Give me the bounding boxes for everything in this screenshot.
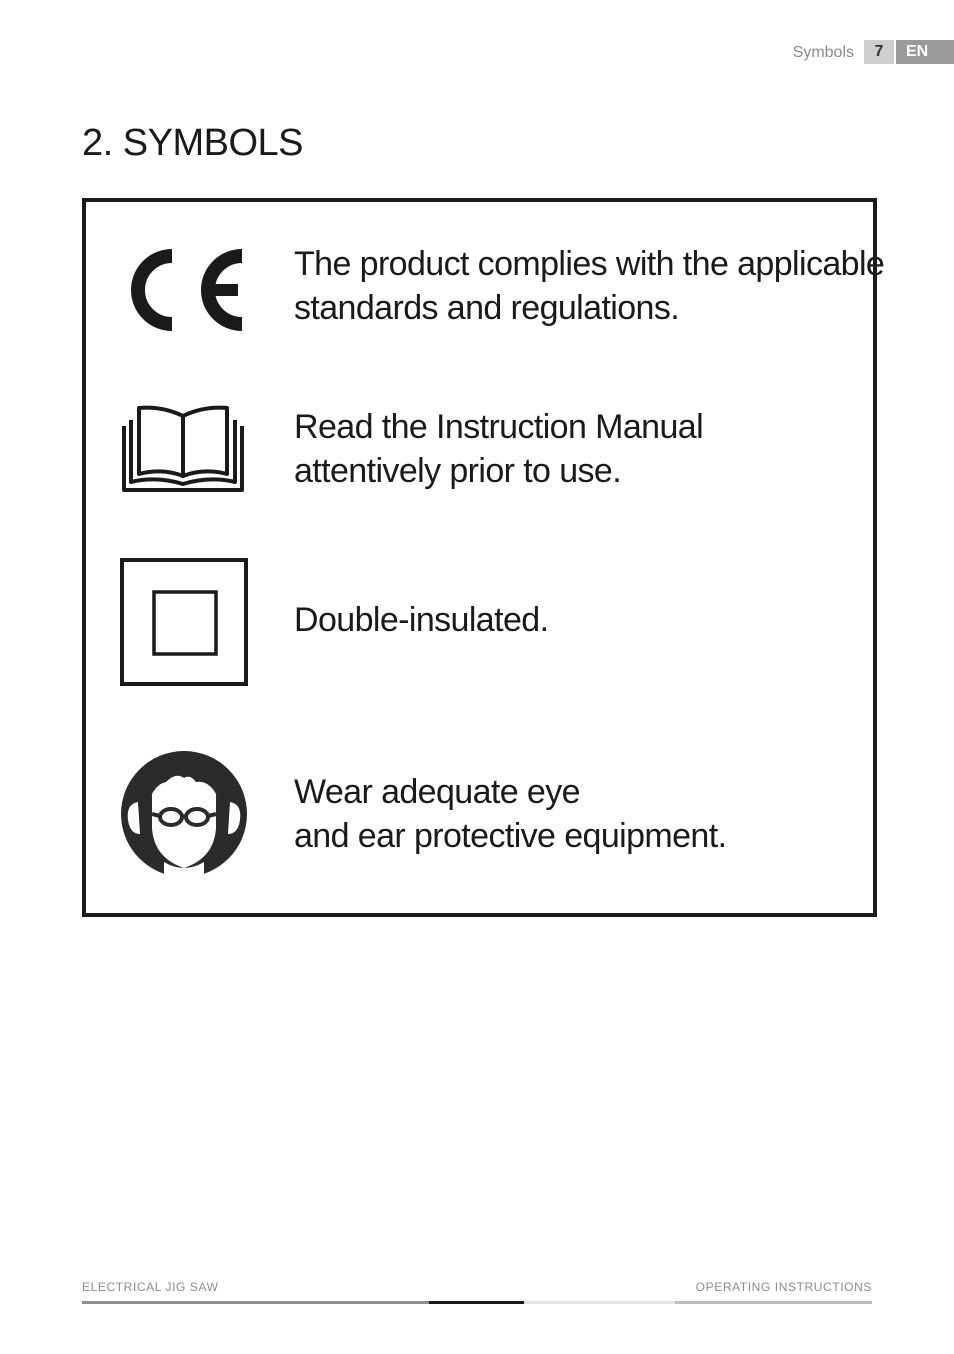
symbol-text-line: and ear protective equipment. <box>294 817 727 855</box>
double-insulation-icon <box>120 558 250 693</box>
open-book-icon <box>120 404 246 499</box>
footer-rule-segment <box>675 1301 872 1304</box>
page-number: 7 <box>864 40 894 64</box>
symbol-text-line: The product complies with the applicable <box>294 245 885 283</box>
symbol-description <box>294 242 885 330</box>
symbol-text-line: Double-insulated. <box>294 601 549 639</box>
footer-rule-segment <box>524 1301 675 1304</box>
symbol-description <box>294 598 869 642</box>
header-section-label: Symbols <box>792 44 854 61</box>
language-tab: EN <box>896 40 954 64</box>
symbol-text-line: attentively prior to use. <box>294 452 622 490</box>
symbol-text-line: Read the Instruction Manual <box>294 408 704 446</box>
symbol-row-protection <box>86 750 873 880</box>
page-title: 2. SYMBOLS <box>82 122 303 164</box>
ce-mark-icon <box>120 242 245 343</box>
symbol-text-line: standards and regulations. <box>294 289 680 327</box>
symbol-description <box>294 770 869 858</box>
eye-ear-protection-icon <box>120 750 248 883</box>
footer-rule-segment <box>82 1301 429 1304</box>
footer-document-type: OPERATING INSTRUCTIONS <box>695 1280 872 1294</box>
symbol-row-ce <box>86 238 885 338</box>
symbol-row-manual <box>86 402 873 502</box>
symbol-text-line: Wear adequate eye <box>294 773 580 811</box>
symbols-box <box>82 198 885 917</box>
footer-product-name: ELECTRICAL JIG SAW <box>82 1280 219 1294</box>
symbol-description <box>294 405 869 493</box>
symbol-row-double-insulated <box>86 558 873 688</box>
footer-rule-segment <box>429 1301 524 1304</box>
